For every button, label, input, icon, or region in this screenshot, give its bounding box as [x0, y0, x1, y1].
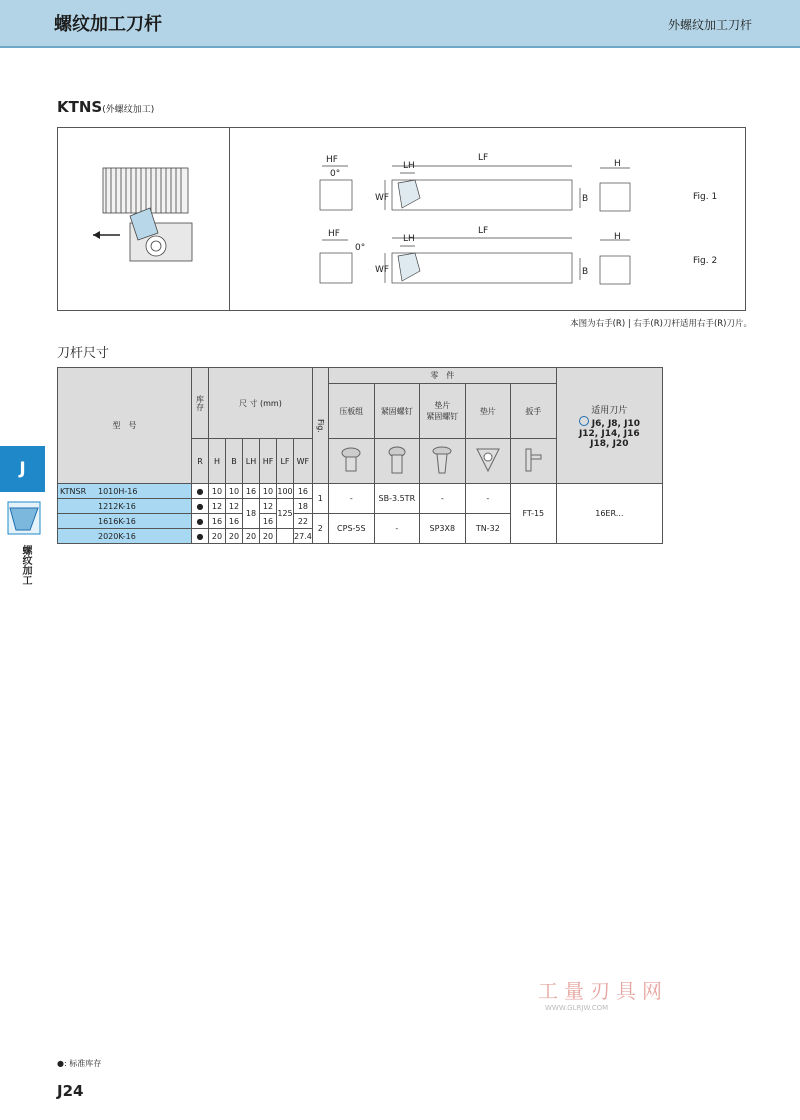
th-b: B	[226, 439, 243, 484]
header-rule	[0, 46, 800, 48]
screw-group-1: SB-3.5TR	[374, 484, 419, 514]
header-right-title: 外螺纹加工刀杆	[667, 18, 752, 32]
wrench-value: FT-15	[510, 484, 556, 544]
holder-illustration	[58, 128, 229, 310]
shim-group-1: -	[465, 484, 510, 514]
b-2020k: 20	[226, 529, 243, 544]
th-parts: 零 件	[328, 368, 556, 384]
wf-1010h: 16	[294, 484, 313, 499]
model-1212k: 1212K-16	[58, 499, 192, 514]
th-r: R	[192, 439, 209, 484]
insert-value: 16ER...	[556, 484, 662, 544]
th-screw: 紧固螺钉	[374, 384, 419, 439]
label-lh-1: LH	[403, 161, 415, 171]
shim-screw-group-2: SP3X8	[419, 514, 465, 544]
threading-icon	[6, 500, 42, 536]
th-wf: WF	[294, 439, 313, 484]
side-label: 螺纹加工	[20, 545, 31, 585]
hand-note: 本图为右手(R) | 右手(R)刀杆适用右手(R)刀片。	[570, 319, 752, 329]
section-title: 刀杆尺寸	[57, 346, 110, 361]
stock-1212k: ●	[192, 499, 209, 514]
fig-group-2: 2	[312, 514, 328, 544]
th-wrench: 扳手	[510, 384, 556, 439]
label-lf-1: LF	[478, 153, 489, 163]
th-stock: 库存	[192, 368, 209, 439]
figure-box	[57, 127, 746, 311]
lh-1010h: 16	[243, 484, 260, 499]
table-row-1010h	[58, 484, 192, 499]
h-1212k: 12	[209, 499, 226, 514]
clamp-icon	[328, 439, 374, 484]
label-angle-1: 0°	[330, 169, 341, 179]
model-sub: (外螺纹加工)	[102, 105, 155, 115]
header-title: 螺纹加工刀杆	[54, 14, 162, 35]
h-2020k: 20	[209, 529, 226, 544]
label-wf-2: WF	[375, 265, 390, 275]
insert-sizes-1: J6, J8, J10	[591, 418, 640, 429]
page-header	[0, 0, 800, 46]
hf-1010h: 10	[260, 484, 277, 499]
model-1010h: 1010H-16	[98, 486, 138, 496]
model-1616k: 1616K-16	[58, 514, 192, 529]
hf-2020k: 20	[260, 529, 277, 544]
insert-sizes-3: J18, J20	[590, 438, 629, 449]
th-shim-screw: 垫片 紧固螺钉	[419, 384, 465, 439]
label-angle-2: 0°	[355, 243, 366, 253]
insert-sizes-2: J12, J14, J16	[578, 428, 640, 439]
model-code: KTNS	[57, 98, 103, 116]
shim-icon	[465, 439, 510, 484]
footnote: ●: 标准库存	[57, 1059, 102, 1068]
b-1212k: 12	[226, 499, 243, 514]
screw-icon	[374, 439, 419, 484]
th-insert-title: 适用刀片	[591, 405, 628, 416]
th-shim: 垫片	[465, 384, 510, 439]
clamp-group-1: -	[328, 484, 374, 514]
th-insert	[556, 368, 662, 484]
wf-2020k: 27.4	[294, 529, 313, 544]
label-lh-2: LH	[403, 234, 415, 244]
shim-screw-icon	[419, 439, 465, 484]
model-2020k: 2020K-16	[58, 529, 192, 544]
fig-group-1: 1	[312, 484, 328, 514]
label-h-2: H	[614, 232, 621, 242]
lh-2020k: 20	[243, 529, 260, 544]
series-name: KTNSR	[60, 486, 87, 496]
label-h-1: H	[614, 159, 621, 169]
wf-1212k: 18	[294, 499, 313, 514]
th-lh: LH	[243, 439, 260, 484]
screw-group-2: -	[374, 514, 419, 544]
lf-2020k-empty	[277, 529, 294, 544]
wrench-icon	[510, 439, 556, 484]
th-h: H	[209, 439, 226, 484]
watermark-text: 工量刃具网	[538, 979, 668, 1003]
fig1-label: Fig. 1	[693, 192, 718, 202]
label-lf-2: LF	[478, 226, 489, 236]
shim-group-2: TN-32	[465, 514, 510, 544]
model-title	[57, 98, 154, 116]
lf-1212k-1616k: 125	[277, 499, 294, 529]
b-1010h: 10	[226, 484, 243, 499]
hf-1616k: 16	[260, 514, 277, 529]
th-lf: LF	[277, 439, 294, 484]
th-dimensions: 尺 寸 (mm)	[209, 368, 313, 439]
stock-1010h: ●	[192, 484, 209, 499]
b-1616k: 16	[226, 514, 243, 529]
stock-2020k: ●	[192, 529, 209, 544]
hf-1212k: 12	[260, 499, 277, 514]
label-b-2: B	[582, 267, 589, 277]
label-wf-1: WF	[375, 193, 390, 203]
h-1616k: 16	[209, 514, 226, 529]
label-b-1: B	[582, 194, 589, 204]
stock-1616k: ●	[192, 514, 209, 529]
th-hf: HF	[260, 439, 277, 484]
holder-spec-table	[57, 367, 663, 544]
lh-1212k-1616k: 18	[243, 499, 260, 529]
wf-1616k: 22	[294, 514, 313, 529]
shim-screw-group-1: -	[419, 484, 465, 514]
th-fig: Fig.	[312, 368, 328, 484]
label-hf-1: HF	[326, 155, 338, 165]
fig2-label: Fig. 2	[693, 256, 718, 266]
label-hf-2: HF	[328, 229, 340, 239]
page-number: J24	[57, 1082, 84, 1100]
h-1010h: 10	[209, 484, 226, 499]
insert-size-icon	[579, 416, 589, 426]
clamp-group-2: CPS-5S	[328, 514, 374, 544]
th-clamp: 压板组	[328, 384, 374, 439]
watermark-url: WWW.GLRJW.COM	[545, 1004, 609, 1012]
section-tab[interactable]: J	[0, 446, 45, 492]
th-model: 型 号	[58, 368, 192, 484]
lf-1010h: 100	[277, 484, 294, 499]
